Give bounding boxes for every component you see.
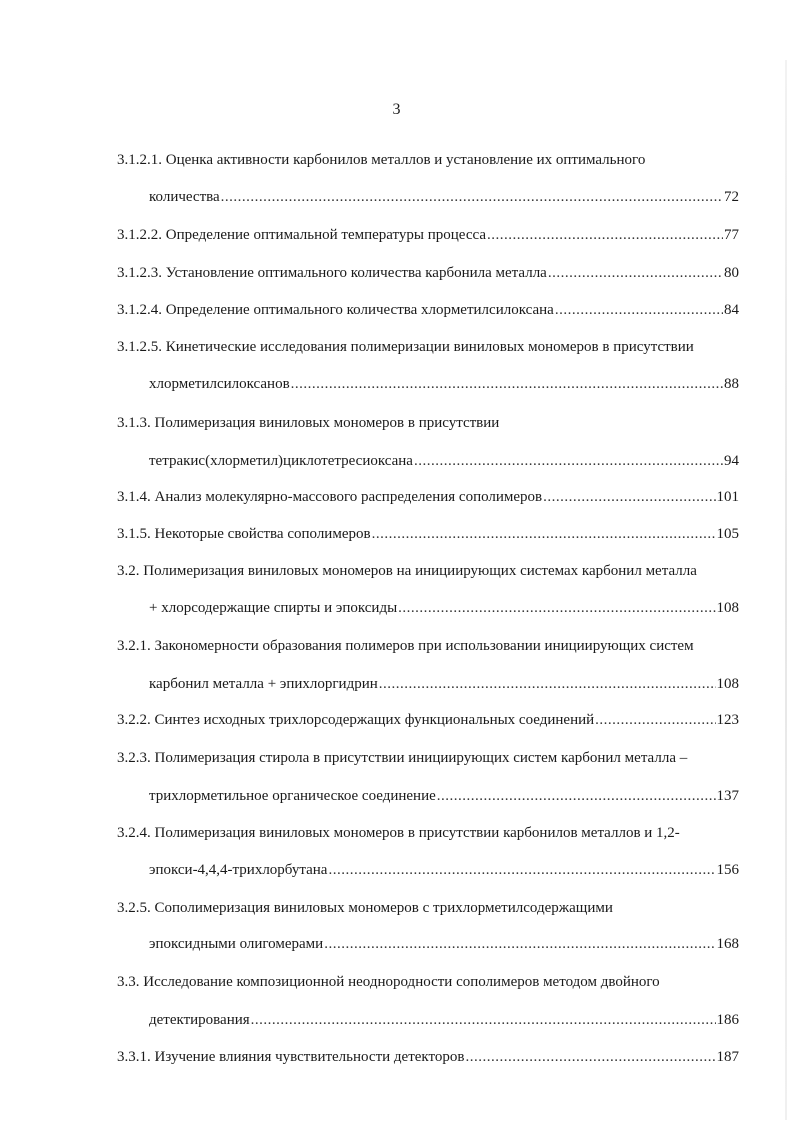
toc-page-number: 186 <box>716 1012 739 1028</box>
toc-page-number: 105 <box>716 526 739 542</box>
leader-dots <box>555 300 723 320</box>
toc-page-number: 137 <box>716 788 739 804</box>
toc-line-text: 3.1.5. Некоторые свойства сополимеров <box>117 526 371 542</box>
leader-dots <box>414 451 723 471</box>
scan-edge-shadow <box>785 60 787 1120</box>
toc-line <box>117 1047 739 1067</box>
toc-line <box>117 636 694 656</box>
toc-line-text: 3.2.5. Сополимеризация виниловых мономеров с трихлорметилсодержащими <box>117 900 613 916</box>
leader-dots <box>324 934 715 954</box>
toc-line <box>117 561 697 581</box>
toc-line <box>117 150 645 170</box>
toc-line <box>117 748 687 768</box>
toc-line <box>149 187 739 207</box>
toc-line <box>149 374 739 394</box>
toc-line-text: 3.1.2.3. Установление оптимального количества карбонила металла <box>117 265 547 281</box>
toc-line-text: 3.1.2.5. Кинетические исследования полимеризации виниловых мономеров в присутствии <box>117 339 694 355</box>
toc-line-text: 3.2.2. Синтез исходных трихлорсодержащих функциональных соединений <box>117 712 595 728</box>
toc-line <box>117 487 739 507</box>
toc-line-text: карбонил металла + эпихлоргидрин <box>149 676 378 692</box>
toc-line <box>117 413 499 433</box>
toc-line <box>117 337 694 357</box>
toc-line-text: 3.2.1. Закономерности образования полимеров при использовании инициирующих систем <box>117 638 694 654</box>
toc-line-text: 3.1.2.2. Определение оптимальной температуры процесса <box>117 227 486 243</box>
toc-page-number: 94 <box>724 453 739 469</box>
toc-line-text: трихлорметильное органическое соединение <box>149 788 436 804</box>
toc-line-text: 3.2.3. Полимеризация стирола в присутствии инициирующих систем карбонил металла – <box>117 750 688 766</box>
toc-line <box>149 598 739 618</box>
toc-line-text: + хлорсодержащие спирты и эпоксиды <box>149 600 398 616</box>
toc-line-text: 3.3.1. Изучение влияния чувствительности детекторов <box>117 1049 465 1065</box>
toc-page-number: 84 <box>724 302 739 318</box>
toc-line <box>117 710 739 730</box>
toc-line-text: тетракис(хлорметил)циклотетресиоксана <box>149 453 413 469</box>
leader-dots <box>251 1010 716 1030</box>
toc-line-text: 3.3. Исследование композиционной неоднородности сополимеров методом двойного <box>117 974 660 990</box>
toc-line <box>149 451 739 471</box>
leader-dots <box>379 674 716 694</box>
leader-dots <box>437 786 716 806</box>
toc-line-text: 3.1.2.4. Определение оптимального количества хлорметилсилоксана <box>117 302 554 318</box>
toc-line <box>149 1010 739 1030</box>
toc-line <box>149 860 739 880</box>
leader-dots <box>221 187 723 207</box>
leader-dots <box>543 487 715 507</box>
toc-line-text: 3.1.3. Полимеризация виниловых мономеров в присутствии <box>117 415 500 431</box>
toc-page-number: 72 <box>724 189 739 205</box>
toc-page-number: 108 <box>716 600 739 616</box>
toc-line-text: детектирования <box>149 1012 250 1028</box>
toc-line-text: эпоксидными олигомерами <box>149 936 324 952</box>
toc-line <box>117 524 739 544</box>
toc-page-number: 80 <box>724 265 739 281</box>
toc-line <box>117 972 660 992</box>
toc-page-number: 123 <box>716 712 739 728</box>
leader-dots <box>487 225 723 245</box>
toc-page-number: 77 <box>724 227 739 243</box>
leader-dots <box>291 374 723 394</box>
leader-dots <box>328 860 715 880</box>
toc-line-text: эпокси-4,4,4-трихлорбутана <box>149 862 328 878</box>
leader-dots <box>372 524 716 544</box>
toc-line <box>117 823 680 843</box>
toc-page-number: 168 <box>716 936 739 952</box>
leader-dots <box>398 598 715 618</box>
leader-dots <box>465 1047 715 1067</box>
toc-line-text: хлорметилсилоксанов <box>149 376 290 392</box>
toc-line <box>117 263 739 283</box>
toc-page-number: 88 <box>724 376 739 392</box>
toc-page-number: 108 <box>716 676 739 692</box>
toc-line <box>117 898 613 918</box>
toc-line-text: 3.1.4. Анализ молекулярно-массового распределения сополимеров <box>117 489 543 505</box>
toc-line <box>117 225 739 245</box>
toc-line-text: количества <box>149 189 220 205</box>
toc-page-number: 101 <box>716 489 739 505</box>
toc-line <box>149 674 739 694</box>
toc-page-number: 156 <box>716 862 739 878</box>
toc-line <box>149 786 739 806</box>
toc-page-number: 187 <box>716 1049 739 1065</box>
toc-line-text: 3.2.4. Полимеризация виниловых мономеров в присутствии карбонилов металлов и 1,2- <box>117 825 680 841</box>
toc-line <box>149 934 739 954</box>
leader-dots <box>595 710 715 730</box>
page-number: 3 <box>392 101 401 118</box>
leader-dots <box>548 263 723 283</box>
toc-line <box>117 300 739 320</box>
toc-line-text: 3.2. Полимеризация виниловых мономеров на инициирующих системах карбонил металла <box>117 563 697 579</box>
toc-line-text: 3.1.2.1. Оценка активности карбонилов металлов и установление их оптимального <box>117 152 646 168</box>
